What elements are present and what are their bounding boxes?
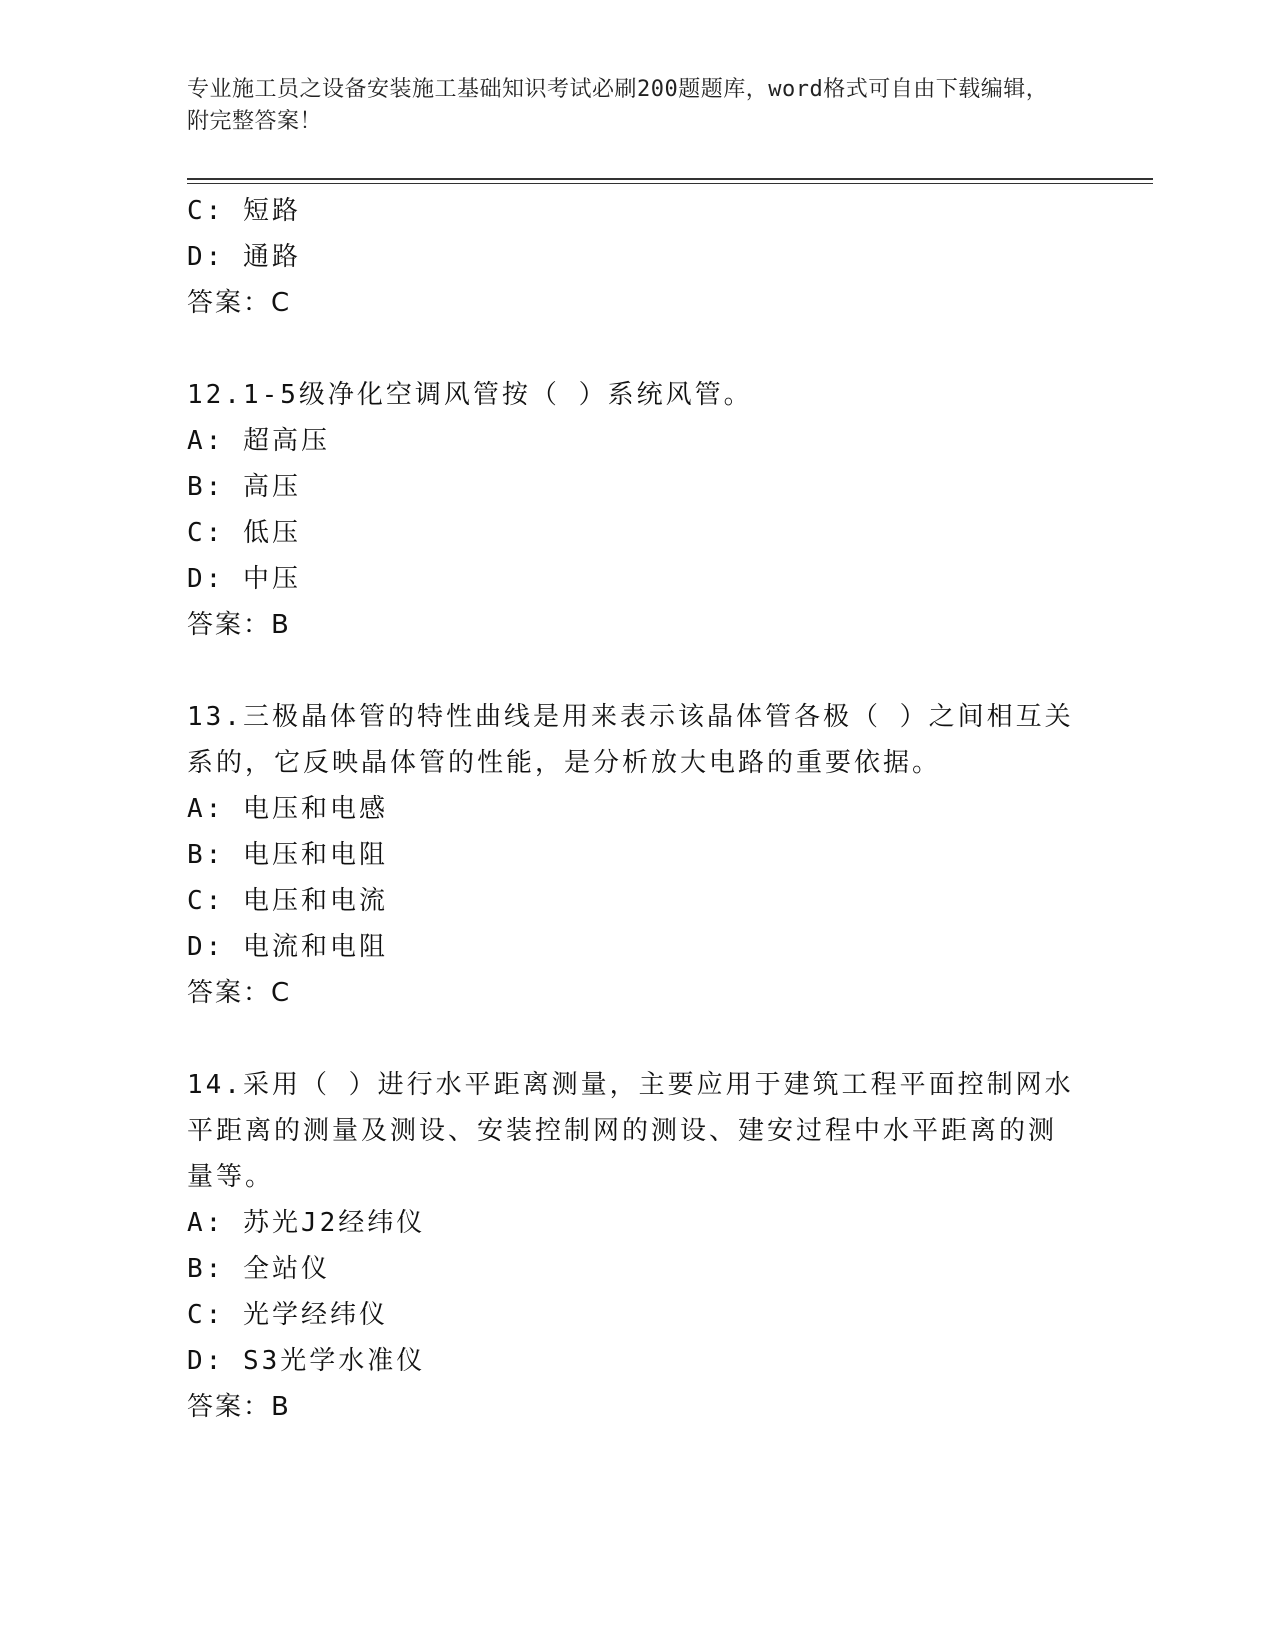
question-stem-line-3: 量等。	[187, 1162, 275, 1192]
question-14	[187, 1062, 1074, 1430]
answer-line: 答案：C	[187, 978, 292, 1008]
option-b: B: 电压和电阻	[187, 840, 388, 870]
answer-line: 答案：B	[187, 610, 291, 640]
option-d: D: S3光学水准仪	[187, 1346, 426, 1376]
header-divider-thick	[187, 178, 1153, 180]
question-stem-line-1: 13.三极晶体管的特性曲线是用来表示该晶体管各极（ ）之间相互关	[187, 702, 1074, 732]
option-c: C: 光学经纬仪	[187, 1300, 388, 1330]
carryover-block	[187, 188, 1067, 326]
question-stem-line-1: 14.采用（ ）进行水平距离测量，主要应用于建筑工程平面控制网水	[187, 1070, 1074, 1100]
option-a: A: 电压和电感	[187, 794, 388, 824]
option-a: A: 苏光J2经纬仪	[187, 1208, 426, 1238]
question-stem: 12.1-5级净化空调风管按（ ）系统风管。	[187, 380, 753, 410]
option-c: C: 电压和电流	[187, 886, 388, 916]
question-12	[187, 372, 1067, 648]
question-13	[187, 694, 1074, 1016]
answer-line: 答案：C	[187, 288, 292, 318]
question-stem-line-2: 系的，它反映晶体管的性能，是分析放大电路的重要依据。	[187, 748, 942, 778]
question-stem-line-2: 平距离的测量及测设、安装控制网的测设、建安过程中水平距离的测	[187, 1116, 1058, 1146]
option-c: C: 低压	[187, 518, 301, 548]
option-d: D: 通路	[187, 242, 301, 272]
option-b: B: 全站仪	[187, 1254, 330, 1284]
option-c: C: 短路	[187, 196, 301, 226]
header-divider-thin	[187, 183, 1153, 184]
question-content	[187, 188, 1074, 1430]
document-header: 专业施工员之设备安装施工基础知识考试必刷200题题库，word格式可自由下载编辑，附完整答案！	[187, 77, 1049, 134]
answer-line: 答案：B	[187, 1392, 291, 1422]
option-b: B: 高压	[187, 472, 301, 502]
option-d: D: 中压	[187, 564, 301, 594]
option-a: A: 超高压	[187, 426, 330, 456]
option-d: D: 电流和电阻	[187, 932, 388, 962]
